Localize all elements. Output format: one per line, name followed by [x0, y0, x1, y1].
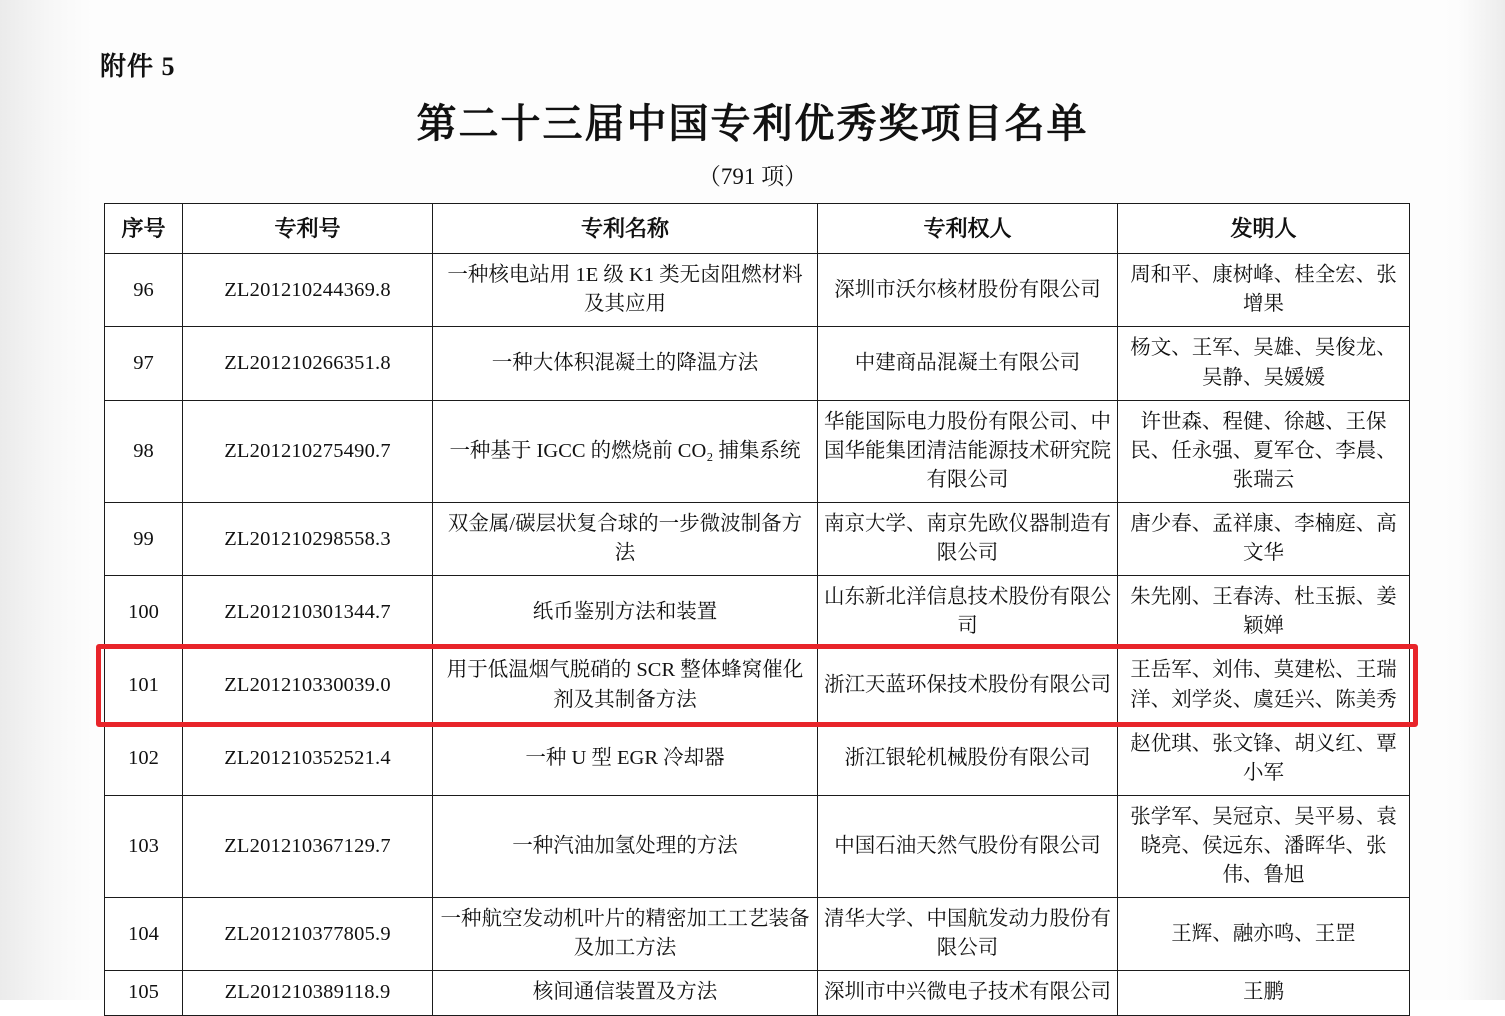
cell-patent-number: ZL201210275490.7: [183, 400, 433, 502]
cell-inventor: 周和平、康树峰、桂全宏、张增果: [1118, 254, 1410, 327]
table-row: [105, 503, 1410, 576]
table-row: [105, 254, 1410, 327]
column-header-patent-no: 专利号: [183, 204, 433, 254]
table-row: [105, 898, 1410, 971]
cell-patent-number: ZL201210244369.8: [183, 254, 433, 327]
cell-patent-name: 一种汽油加氢处理的方法: [433, 795, 818, 897]
patent-table-container: [104, 203, 1409, 1016]
cell-patent-name: 一种航空发动机叶片的精密加工工艺装备及加工方法: [433, 898, 818, 971]
cell-patent-owner: 中国石油天然气股份有限公司: [818, 795, 1118, 897]
cell-row-number: 102: [105, 722, 183, 795]
cell-inventor: 许世森、程健、徐越、王保民、任永强、夏军仓、李晨、张瑞云: [1118, 400, 1410, 502]
page-title: 第二十三届中国专利优秀奖项目名单: [416, 101, 1089, 146]
cell-row-number: 96: [105, 254, 183, 327]
cell-patent-owner: 浙江天蓝环保技术股份有限公司: [818, 649, 1118, 722]
cell-inventor: 赵优琪、张文锋、胡义红、覃小军: [1118, 722, 1410, 795]
cell-patent-owner: 浙江银轮机械股份有限公司: [818, 722, 1118, 795]
cell-patent-name: 纸币鉴别方法和装置: [433, 576, 818, 649]
cell-patent-number: ZL201210330039.0: [183, 649, 433, 722]
column-header-no: 序号: [105, 204, 183, 254]
cell-patent-number: ZL201210298558.3: [183, 503, 433, 576]
cell-row-number: 101: [105, 649, 183, 722]
cell-patent-name: 核间通信装置及方法: [433, 971, 818, 1015]
table-header-row: [105, 204, 1410, 254]
cell-patent-name: 双金属/碳层状复合球的一步微波制备方法: [433, 503, 818, 576]
cell-patent-number: ZL201210367129.7: [183, 795, 433, 897]
cell-row-number: 100: [105, 576, 183, 649]
cell-row-number: 103: [105, 795, 183, 897]
column-header-inventor: 发明人: [1118, 204, 1410, 254]
cell-patent-owner: 深圳市中兴微电子技术有限公司: [818, 971, 1118, 1015]
cell-patent-number: ZL201210301344.7: [183, 576, 433, 649]
cell-row-number: 105: [105, 971, 183, 1015]
table-row: [105, 795, 1410, 897]
cell-patent-owner: 清华大学、中国航发动力股份有限公司: [818, 898, 1118, 971]
cell-patent-owner: 山东新北洋信息技术股份有限公司: [818, 576, 1118, 649]
cell-patent-name: 一种核电站用 1E 级 K1 类无卤阻燃材料及其应用: [433, 254, 818, 327]
table-row: [105, 971, 1410, 1015]
page-subtitle: （791 项）: [697, 164, 808, 189]
table-row: [105, 400, 1410, 502]
cell-patent-name: 一种 U 型 EGR 冷却器: [433, 722, 818, 795]
cell-patent-number: ZL201210377805.9: [183, 898, 433, 971]
cell-patent-owner: 深圳市沃尔核材股份有限公司: [818, 254, 1118, 327]
cell-patent-name: 用于低温烟气脱硝的 SCR 整体蜂窝催化剂及其制备方法: [433, 649, 818, 722]
cell-patent-number: ZL201210389118.9: [183, 971, 433, 1015]
table-row: [105, 327, 1410, 400]
column-header-patent-name: 专利名称: [433, 204, 818, 254]
cell-row-number: 97: [105, 327, 183, 400]
attachment-label: 附件 5: [100, 52, 176, 81]
cell-patent-owner: 华能国际电力股份有限公司、中国华能集团清洁能源技术研究院有限公司: [818, 400, 1118, 502]
table-row: [105, 576, 1410, 649]
cell-inventor: 唐少春、孟祥康、李楠庭、高文华: [1118, 503, 1410, 576]
cell-patent-number: ZL201210266351.8: [183, 327, 433, 400]
cell-patent-number: ZL201210352521.4: [183, 722, 433, 795]
table-row: [105, 722, 1410, 795]
cell-patent-owner: 中建商品混凝土有限公司: [818, 327, 1118, 400]
cell-patent-name: 一种基于 IGCC 的燃烧前 CO₂ 捕集系统: [433, 400, 818, 502]
table-row: [105, 649, 1410, 722]
cell-row-number: 98: [105, 400, 183, 502]
cell-patent-owner: 南京大学、南京先欧仪器制造有限公司: [818, 503, 1118, 576]
cell-inventor: 杨文、王军、吴雄、吴俊龙、吴静、吴媛媛: [1118, 327, 1410, 400]
column-header-owner: 专利权人: [818, 204, 1118, 254]
cell-row-number: 104: [105, 898, 183, 971]
cell-patent-name: 一种大体积混凝土的降温方法: [433, 327, 818, 400]
cell-inventor: 张学军、吴冠京、吴平易、袁晓亮、侯远东、潘晖华、张伟、鲁旭: [1118, 795, 1410, 897]
patent-table: [104, 203, 1410, 1016]
cell-inventor: 王鹏: [1118, 971, 1410, 1015]
cell-inventor: 王辉、融亦鸣、王罡: [1118, 898, 1410, 971]
cell-inventor: 朱先刚、王春涛、杜玉振、姜颖婵: [1118, 576, 1410, 649]
cell-row-number: 99: [105, 503, 183, 576]
cell-inventor: 王岳军、刘伟、莫建松、王瑞洋、刘学炎、虞廷兴、陈美秀: [1118, 649, 1410, 722]
